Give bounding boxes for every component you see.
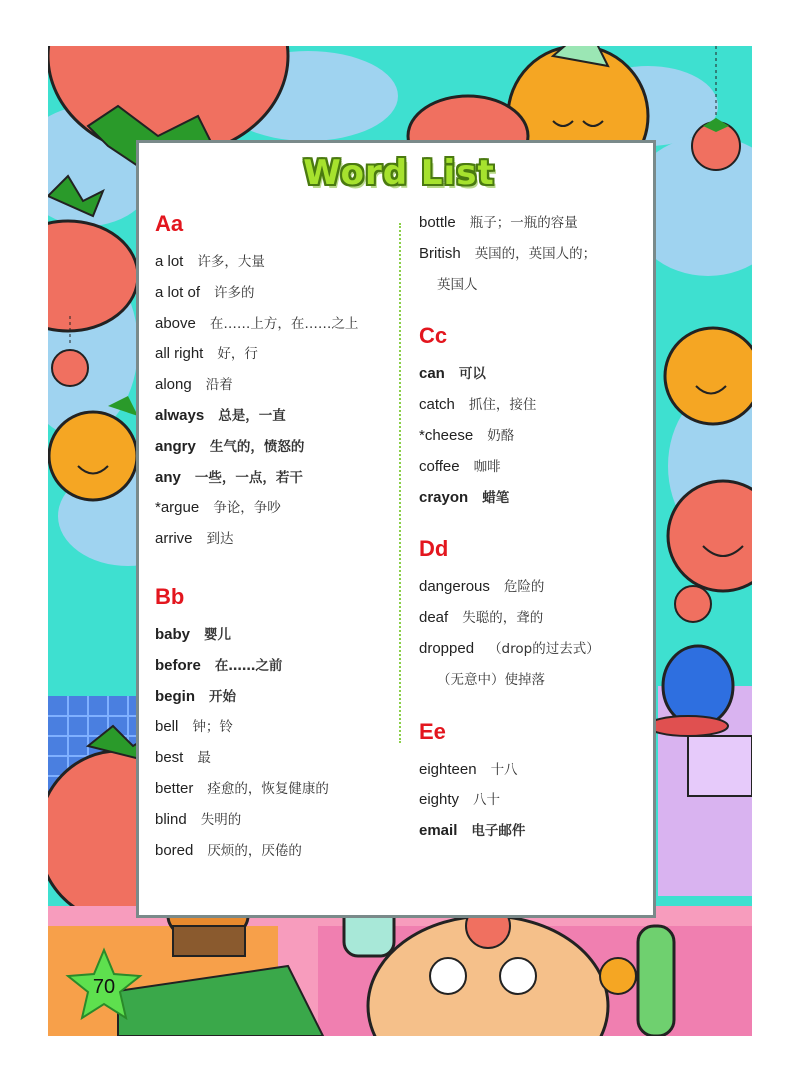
entry-meaning: （drop的过去式）	[488, 641, 600, 657]
entry-meaning: 痊愈的，恢复健康的	[207, 781, 329, 797]
entry-meaning: 许多，大量	[197, 254, 265, 270]
entry-meaning: 可以	[458, 366, 486, 383]
word-entry-above	[155, 312, 358, 332]
word-entry-before	[155, 654, 282, 674]
entry-word: a lot of	[155, 283, 201, 301]
word-entry-can	[419, 362, 486, 382]
word-entry-cheese	[419, 424, 514, 444]
entry-meaning: 英国的，英国人的；	[474, 245, 597, 262]
word-entry-all-right	[155, 342, 258, 362]
section-heading-dd: Dd	[419, 536, 449, 562]
entry-word: deaf	[419, 609, 449, 627]
entry-word: bored	[155, 841, 194, 859]
word-entry-arrive	[155, 527, 234, 547]
word-entry-eighteen	[419, 758, 518, 778]
entry-meaning: 最	[197, 750, 211, 767]
entry-word: dropped	[419, 640, 475, 657]
entry-word: any	[155, 468, 181, 486]
word-entry-always	[155, 404, 286, 424]
word-entry-best	[155, 746, 211, 766]
entry-word: along	[155, 376, 192, 394]
word-entry-email	[419, 819, 525, 839]
entry-meaning: 奶酪	[487, 428, 515, 444]
word-entry-a-lot-of	[155, 281, 255, 301]
entry-meaning: 好，行	[217, 346, 258, 363]
entry-word: arrive	[155, 530, 193, 548]
word-entry-angry	[155, 435, 304, 455]
entry-meaning: 开始	[209, 688, 236, 705]
entry-word: best	[155, 749, 184, 767]
entry-meaning: 电子邮件	[471, 823, 526, 840]
entry-meaning: 争论，争吵	[213, 500, 281, 517]
entry-meaning: 咖啡	[473, 458, 501, 475]
entry-word: angry	[155, 437, 196, 455]
entry-meaning: 沿着	[205, 377, 233, 394]
word-entry-a-lot	[155, 250, 265, 270]
word-entry-bored	[155, 839, 302, 859]
entry-meaning: 失明的	[200, 811, 242, 828]
section-heading-ee: Ee	[419, 718, 446, 744]
word-entry-blind	[155, 808, 241, 828]
entry-word: always	[155, 407, 205, 424]
entry-word: bell	[155, 718, 179, 736]
entry-meaning-continued: （无意中）使掉落	[437, 671, 545, 688]
entry-word: bottle	[419, 214, 456, 231]
word-entry-deaf	[419, 606, 543, 626]
entry-word: a lot	[155, 253, 184, 270]
entry-meaning-continued: 英国人	[437, 276, 478, 293]
entry-meaning: 失聪的，聋的	[462, 610, 544, 627]
entry-meaning: 厌烦的，厌倦的	[207, 842, 302, 859]
word-entry-bottle	[419, 211, 578, 231]
word-entry-british	[419, 242, 596, 262]
entry-meaning: 在……上方，在……之上	[209, 315, 359, 332]
entry-word: eighteen	[419, 760, 477, 778]
word-entry-better	[155, 777, 329, 797]
section-heading-aa: Aa	[155, 211, 184, 236]
small-tomato-right	[675, 586, 711, 622]
entry-word: crayon	[419, 488, 469, 506]
entry-meaning: 危险的	[503, 579, 545, 596]
word-entry-argue	[155, 496, 281, 516]
entry-meaning: 抓住，接住	[468, 397, 537, 414]
entry-word: dangerous	[419, 578, 490, 596]
word-entry-coffee	[419, 455, 501, 475]
entry-word: begin	[155, 687, 195, 705]
entry-word: can	[419, 365, 445, 383]
entry-word: eighty	[419, 791, 460, 809]
entry-word: blind	[155, 810, 187, 828]
word-entry-dangerous	[419, 575, 544, 595]
entry-word: all right	[155, 345, 204, 363]
entry-meaning: 十八	[490, 761, 518, 778]
entry-word: *cheese	[419, 427, 474, 444]
entry-meaning: 婴儿	[204, 627, 232, 643]
entry-meaning: 在……之前	[214, 657, 283, 674]
entry-word: catch	[419, 396, 455, 414]
word-entry-baby	[155, 623, 231, 643]
entry-meaning: 八十	[473, 792, 501, 809]
entry-word: above	[155, 314, 196, 332]
entry-meaning: 蜡笔	[482, 489, 510, 506]
word-entry-catch	[419, 393, 536, 413]
section-heading-cc: Cc	[419, 323, 448, 349]
page-number: 70	[92, 976, 116, 998]
section-heading-bb: Bb	[155, 584, 185, 609]
entry-word: better	[155, 780, 194, 797]
word-entry-begin	[155, 685, 236, 705]
word-entry-dropped	[419, 637, 600, 657]
page-number-badge	[64, 950, 144, 1030]
entry-meaning: 瓶子；一瓶的容量	[469, 215, 578, 231]
entry-word: *argue	[155, 499, 200, 517]
word-entry-along	[155, 373, 233, 393]
entry-word: coffee	[419, 457, 460, 475]
word-entry-eighty	[419, 788, 500, 808]
page-title: Word List	[303, 153, 495, 193]
entry-meaning: 生气的，愤怒的	[209, 438, 305, 455]
entry-meaning: 一些，一点，若干	[194, 469, 303, 486]
orange-right	[665, 328, 752, 424]
word-entry-bell	[155, 715, 233, 735]
entry-meaning: 钟；铃	[192, 719, 233, 736]
word-list-panel	[136, 140, 656, 918]
entry-meaning: 到达	[206, 531, 234, 548]
column-divider	[399, 223, 401, 743]
entry-meaning: 总是，一直	[218, 408, 286, 424]
entry-word: before	[155, 656, 201, 674]
word-entry-any	[155, 466, 303, 486]
entry-word: baby	[155, 626, 191, 643]
entry-meaning: 许多的	[214, 284, 255, 301]
word-entry-crayon	[419, 486, 509, 506]
entry-word: British	[419, 244, 461, 262]
entry-word: email	[419, 822, 458, 840]
